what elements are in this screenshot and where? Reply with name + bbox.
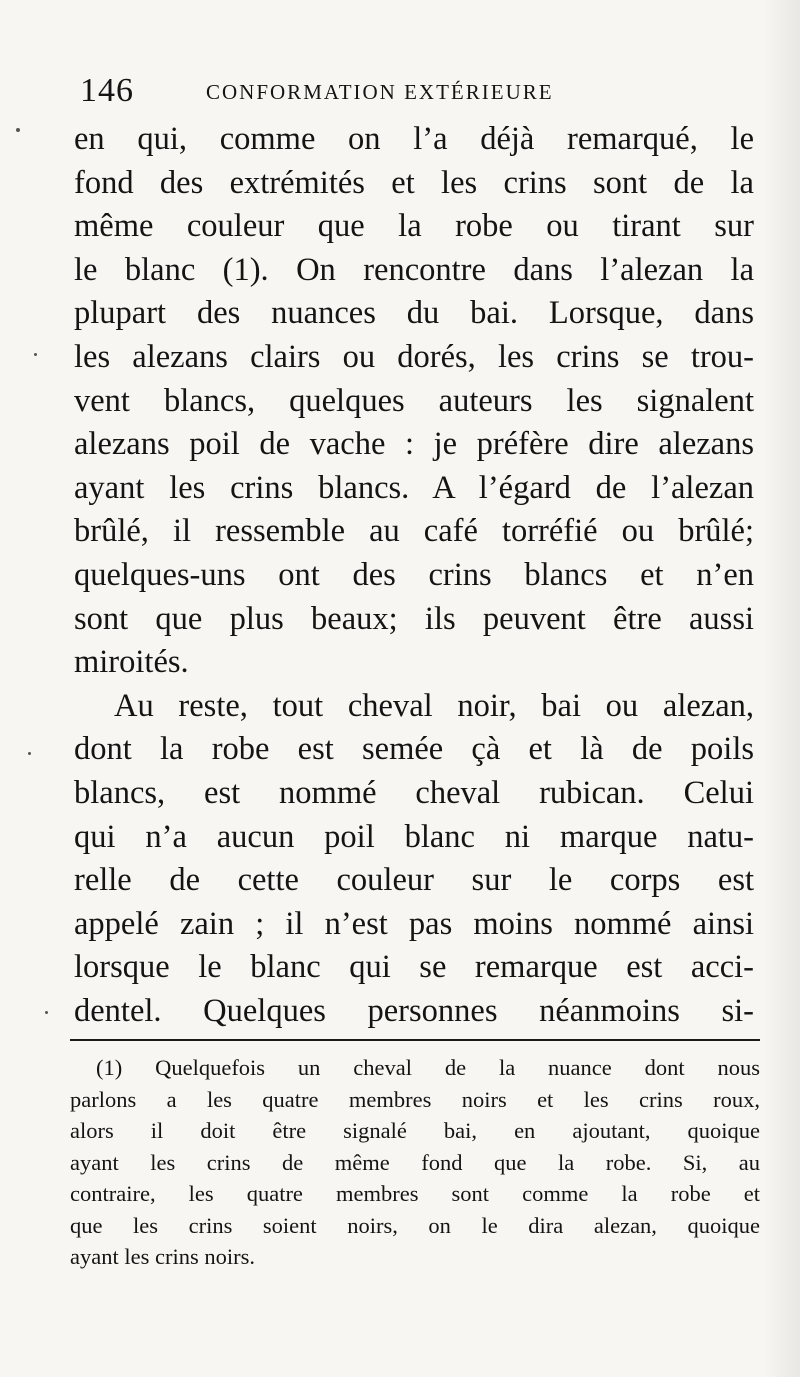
footnote-line: que les crins soient noirs, on le dira alezan, quoique [70, 1212, 760, 1238]
footnote-line: (1) Quelquefois un cheval de la nuance dont nous [96, 1055, 760, 1080]
footnote-line: contraire, les quatre membres sont comme la robe et [70, 1181, 760, 1206]
running-title: CONFORMATION EXTÉRIEURE [206, 80, 554, 104]
text-line: les alezans clairs ou dorés, les crins se trou- [74, 338, 754, 375]
text-line: Au reste, tout cheval noir, bai ou alezan, [114, 687, 754, 724]
ink-speck [45, 1011, 48, 1014]
text-line: lorsque le blanc qui se remarque est acci- [74, 949, 754, 986]
footnote-rule [70, 1039, 760, 1041]
text-line: dont la robe est semée çà et là de poils [74, 731, 754, 768]
text-line: appelé zain ; il n’est pas moins nommé ainsi [74, 905, 754, 942]
text-line: en qui, comme on l’a déjà remarqué, le [74, 121, 754, 157]
ink-speck [16, 128, 20, 132]
footnote-line: ayant les crins noirs. [70, 1244, 255, 1269]
body-text [74, 118, 754, 1033]
text-line: le blanc (1). On rencontre dans l’alezan la [74, 251, 754, 288]
text-line: plupart des nuances du bai. Lorsque, dans [74, 295, 754, 332]
page-number: 146 [80, 72, 134, 109]
text-line: ayant les crins blancs. A l’égard de l’alezan [74, 469, 754, 506]
ink-speck [34, 353, 37, 356]
text-line: brûlé, il ressemble au café torréfié ou brûlé; [74, 513, 754, 550]
footnote-line: ayant les crins de même fond que la robe. Si, au [70, 1149, 760, 1175]
text-line: quelques-uns ont des crins blancs et n’en [74, 556, 754, 593]
text-line: vent blancs, quelques auteurs les signalent [74, 382, 754, 419]
text-line: sont que plus beaux; ils peuvent être aussi [74, 600, 754, 637]
text-line: même couleur que la robe ou tirant sur [74, 208, 754, 245]
text-line: alezans poil de vache : je préfère dire alezans [74, 426, 754, 463]
footnote-line: alors il doit être signalé bai, en ajoutant, quoique [70, 1118, 760, 1143]
page-edge-shadow [762, 0, 800, 1377]
text-line: relle de cette couleur sur le corps est [74, 862, 754, 899]
text-line: blancs, est nommé cheval rubican. Celui [74, 774, 754, 811]
text-line: fond des extrémités et les crins sont de la [74, 164, 754, 201]
footnote-line: parlons a les quatre membres noirs et les crins roux, [70, 1086, 760, 1112]
text-line: miroités. [74, 644, 189, 681]
running-head [80, 74, 760, 114]
text-line: dentel. Quelques personnes néanmoins si- [74, 992, 754, 1029]
footnote [70, 1052, 760, 1273]
ink-speck [28, 752, 31, 755]
text-line: qui n’a aucun poil blanc ni marque natu- [74, 818, 754, 855]
